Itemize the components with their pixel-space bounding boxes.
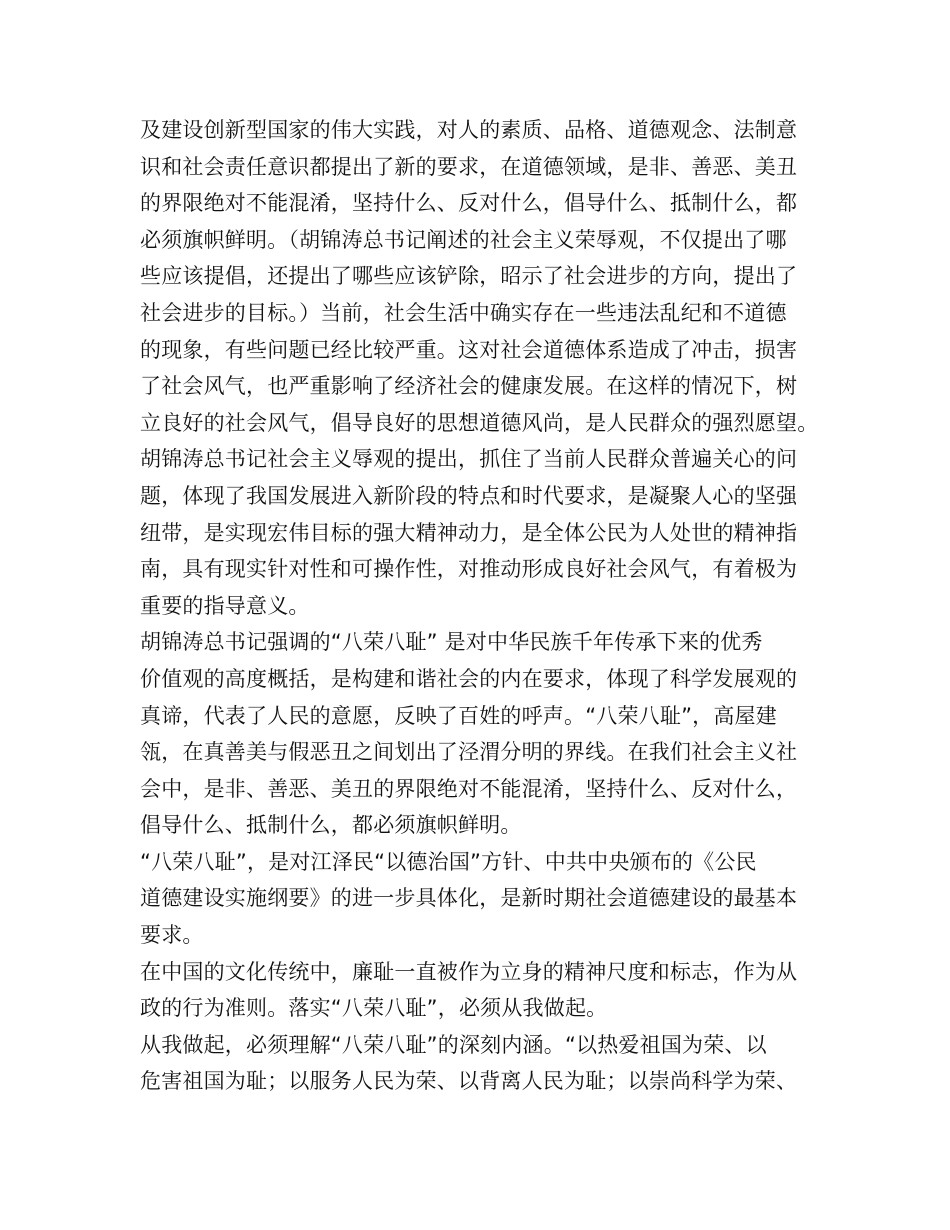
text-line: 题，体现了我国发展进入新阶段的特点和时代要求，是凝聚人心的坚强 [140, 483, 798, 508]
text-line: 要求。 [140, 923, 204, 948]
text-line: 识和社会责任意识都提出了新的要求，在道德领域，是非、善恶、美丑 [140, 154, 798, 179]
text-line: 胡锦涛总书记强调的“八荣八耻” 是对中华民族千年传承下来的优秀 [140, 630, 763, 655]
body-text [140, 112, 840, 1100]
text-line: 重要的指导意义。 [140, 593, 310, 618]
text-line: 及建设创新型国家的伟大实践，对人的素质、品格、道德观念、法制意 [140, 118, 798, 142]
text-line: 胡锦涛总书记社会主义辱观的提出，抓住了当前人民群众普遍关心的问 [140, 447, 798, 472]
text-line: 立良好的社会风气，倡导良好的思想道德风尚，是人民群众的强烈愿望。 [140, 410, 819, 435]
text-line: 些应该提倡，还提出了哪些应该铲除，昭示了社会进步的方向，提出了 [140, 264, 798, 289]
text-line: 在中国的文化传统中，廉耻一直被作为立身的精神尺度和标志，作为从 [140, 959, 798, 984]
text-line: 瓴，在真善美与假恶丑之间划出了泾渭分明的界线。在我们社会主义社 [140, 740, 798, 765]
text-line: 必须旗帜鲜明。（胡锦涛总书记阐述的社会主义荣辱观，不仅提出了哪 [140, 227, 787, 252]
text-line: 倡导什么、抵制什么，都必须旗帜鲜明。 [140, 813, 522, 838]
text-line: 的界限绝对不能混淆，坚持什么、反对什么，倡导什么、抵制什么，都 [140, 191, 798, 216]
text-line: 的现象，有些问题已经比较严重。这对社会道德体系造成了冲击，损害 [140, 337, 798, 362]
text-line: 社会进步的目标。）当前，社会生活中确实存在一些违法乱纪和不道德 [140, 300, 787, 325]
text-line: 真谛，代表了人民的意愿，反映了百姓的呼声。“八荣八耻”，高屋建 [140, 703, 777, 728]
text-line: 政的行为准则。落实“八荣八耻”，必须从我做起。 [140, 996, 608, 1021]
text-line: “八荣八耻”，是对江泽民“以德治国”方针、中共中央颁布的《公民 [140, 849, 757, 874]
text-line: 会中，是非、善恶、美丑的界限绝对不能混淆，坚持什么、反对什么， [140, 776, 798, 801]
text-line: 南，具有现实针对性和可操作性，对推动形成良好社会风气，有着极为 [140, 557, 798, 582]
text-line: 道德建设实施纲要》的进一步具体化，是新时期社会道德建设的最基本 [140, 886, 798, 911]
text-line: 危害祖国为耻；以服务人民为荣、以背离人民为耻；以崇尚科学为荣、 [140, 1069, 798, 1094]
text-line: 了社会风气，也严重影响了经济社会的健康发展。在这样的情况下，树 [140, 374, 798, 399]
text-line: 从我做起，必须理解“八荣八耻”的深刻内涵。“以热爱祖国为荣、以 [140, 1032, 767, 1057]
text-line: 纽带，是实现宏伟目标的强大精神动力，是全体公民为人处世的精神指 [140, 520, 798, 545]
text-line: 价值观的高度概括，是构建和谐社会的内在要求，体现了科学发展观的 [140, 666, 798, 691]
